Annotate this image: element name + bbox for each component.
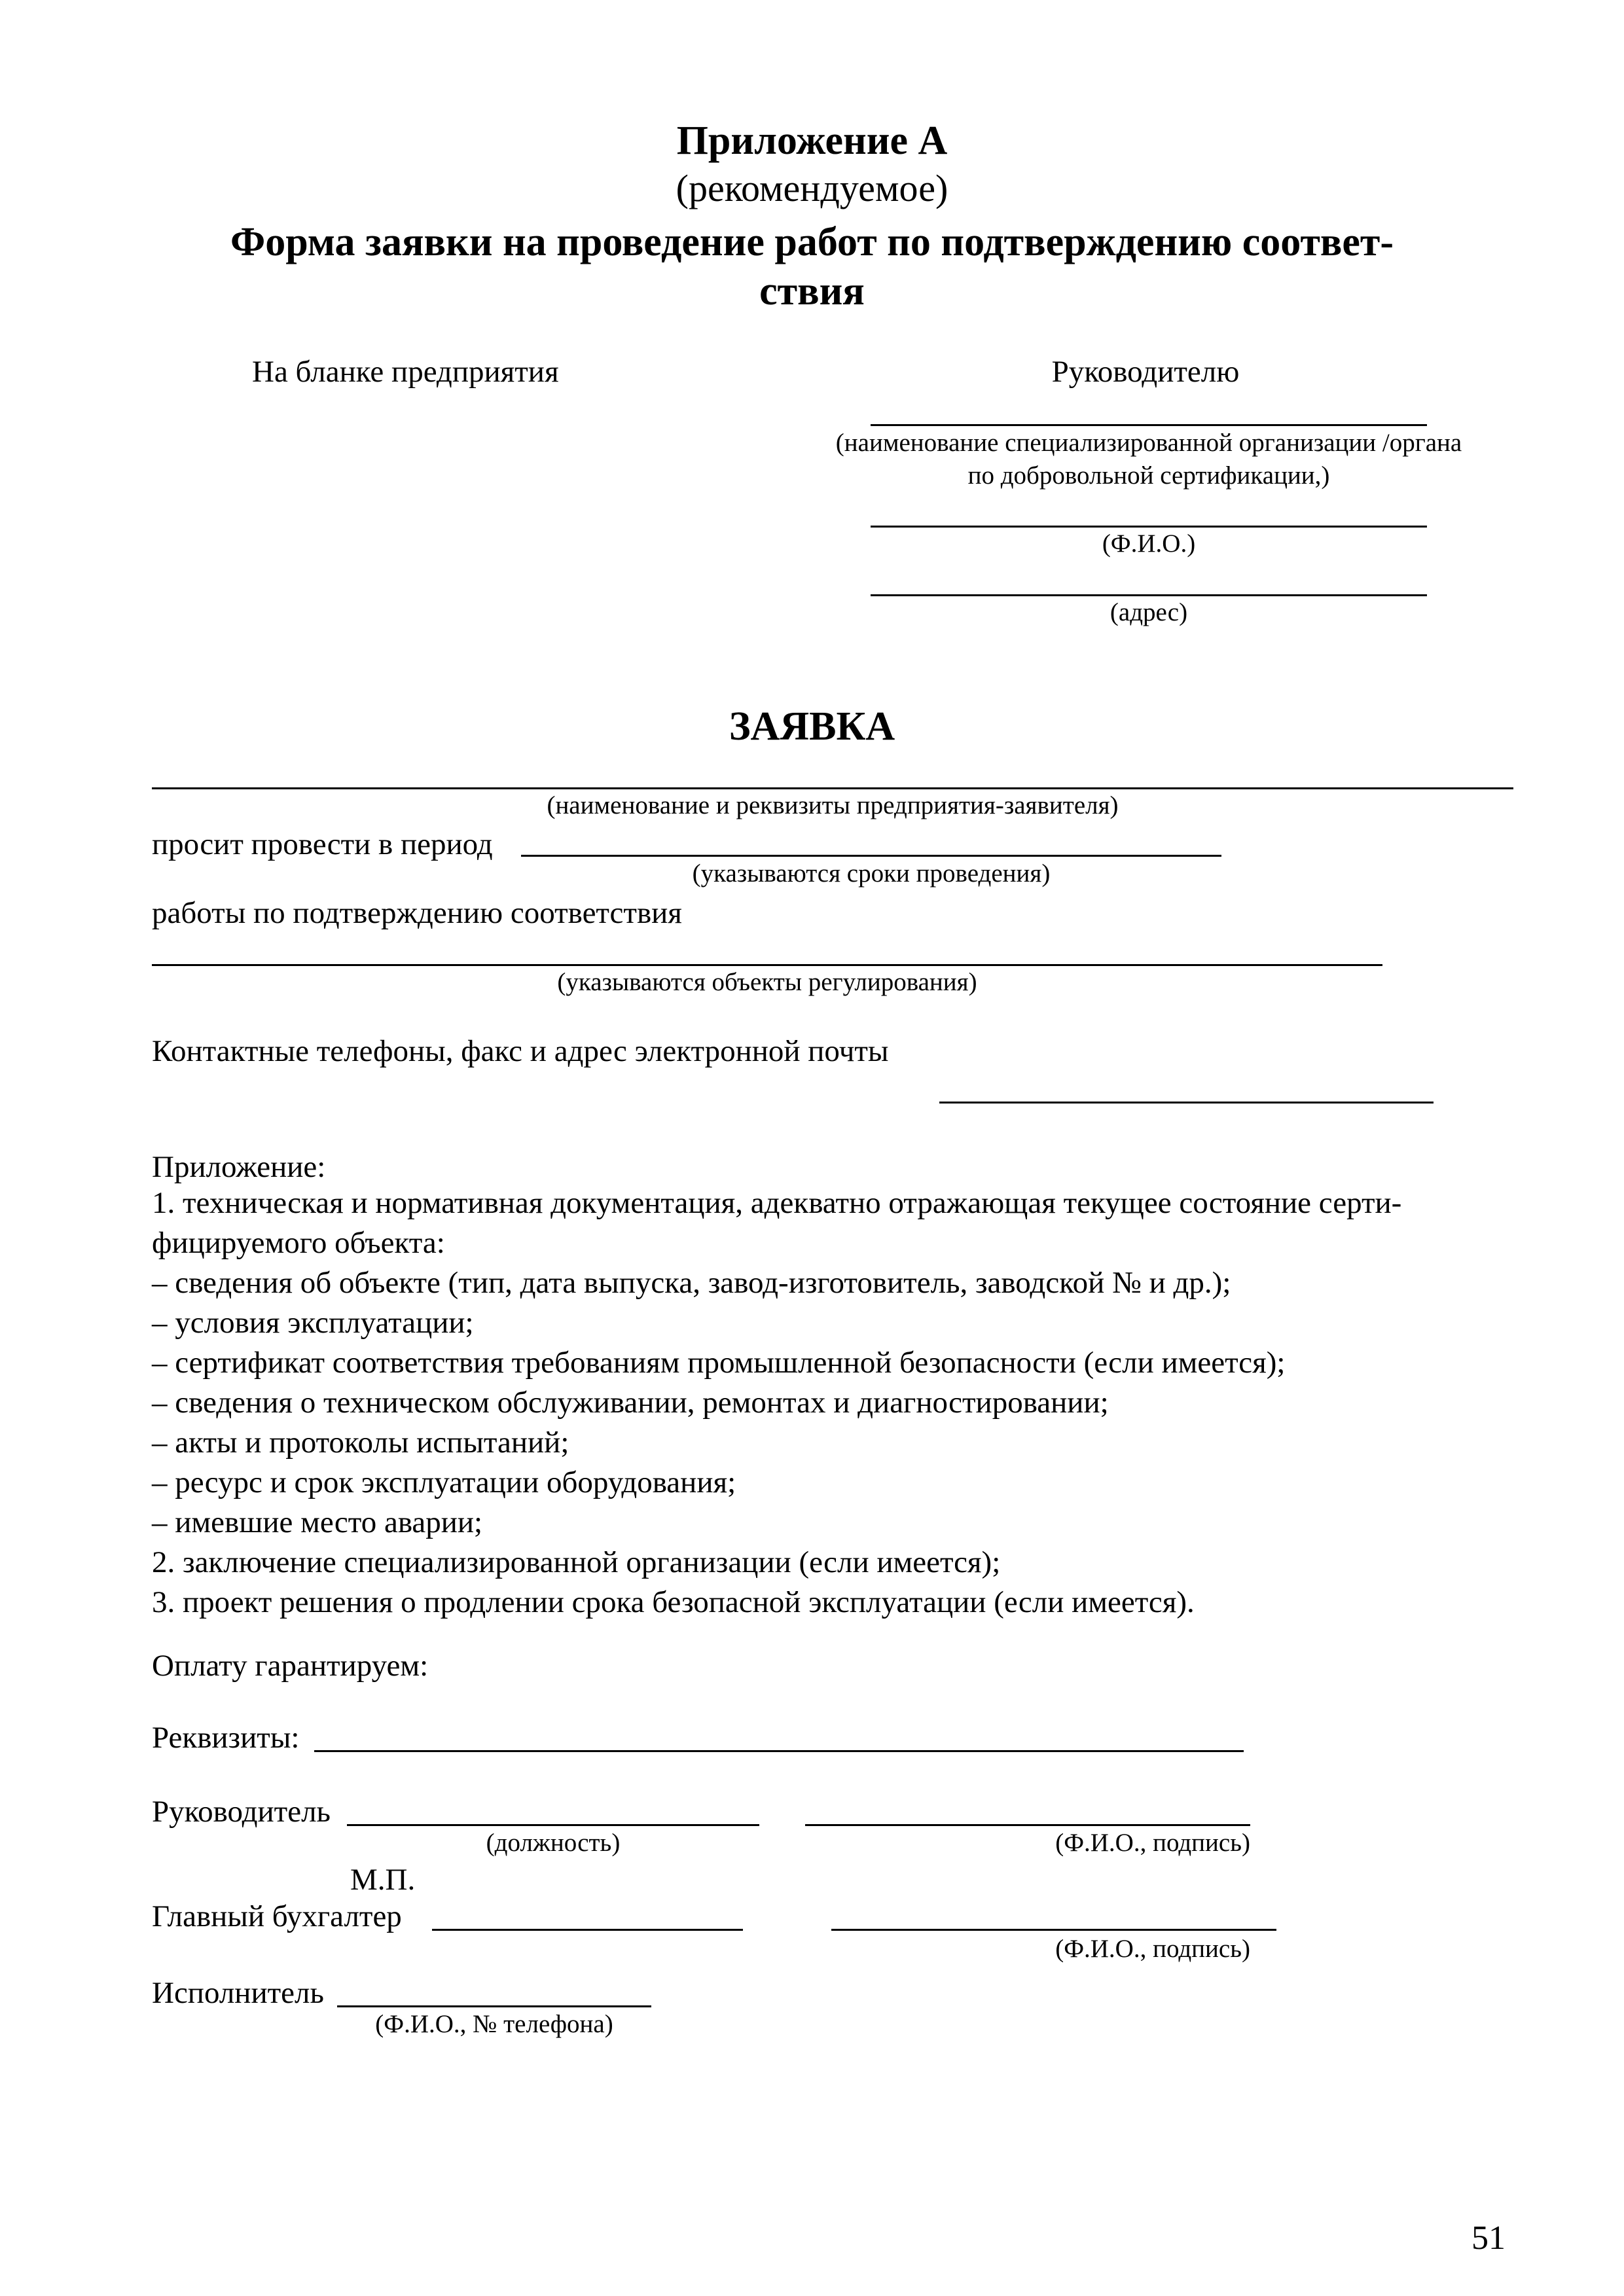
requisites-label: Реквизиты: (152, 1721, 300, 1755)
contacts-label: Контактные телефоны, факс и адрес электронной почты (152, 1034, 889, 1068)
appendix-title: Приложение А (676, 118, 948, 163)
recipient-address-line (871, 594, 1427, 596)
accountant-caption: (Ф.И.О., подпись) (1055, 1935, 1250, 1963)
executor-line (337, 2005, 651, 2007)
executor-caption: (Ф.И.О., № телефона) (375, 2010, 613, 2038)
position-caption: (должность) (486, 1829, 621, 1857)
appendix-note: (рекомендуемое) (676, 167, 948, 209)
works-label: работы по подтверждению соответствия (152, 896, 682, 930)
recipient-org-line (871, 424, 1427, 426)
attachments-list (152, 1183, 1401, 1623)
accountant-position-line (432, 1929, 743, 1931)
list-item: 1. техническая и нормативная документация, адекватно отражающая текущее состояние серти- (152, 1186, 1402, 1220)
requisites-line (314, 1750, 1244, 1752)
form-title-line1: Форма заявки на проведение работ по подтверждению соответ- (230, 220, 1394, 264)
list-item: – сертификат соответствия требованиям промышленной безопасности (если имеется); (152, 1346, 1286, 1380)
list-item: – имевшие место аварии; (152, 1505, 483, 1539)
attachments-heading: Приложение: (152, 1150, 326, 1184)
executor-label: Исполнитель (152, 1976, 324, 2010)
letterhead-recipient: Руководителю (1051, 355, 1240, 389)
objects-caption: (указываются объекты регулирования) (557, 968, 977, 996)
stamp-label: М.П. (350, 1863, 416, 1897)
applicant-line (152, 787, 1513, 789)
list-item: – сведения об объекте (тип, дата выпуска, завод-изготовитель, заводской № и др.); (152, 1266, 1231, 1300)
head-label: Руководитель (152, 1795, 331, 1829)
contacts-line (939, 1102, 1434, 1103)
head-position-line (347, 1824, 759, 1826)
head-signature-caption: (Ф.И.О., подпись) (1055, 1829, 1250, 1857)
accountant-label: Главный бухгалтер (152, 1899, 402, 1933)
list-item: фицируемого объекта: (152, 1226, 445, 1260)
fio-caption: (Ф.И.О.) (1102, 529, 1196, 558)
head-signature-line (805, 1824, 1250, 1826)
org-caption-line1: (наименование специализированной организации /органа (835, 429, 1462, 457)
list-item: 3. проект решения о продлении срока безопасной эксплуатации (если имеется). (152, 1585, 1195, 1619)
period-caption: (указываются сроки проведения) (692, 859, 1051, 888)
list-item: – ресурс и срок эксплуатации оборудования; (152, 1465, 736, 1499)
accountant-signature-line (831, 1929, 1276, 1931)
period-label: просит провести в период (152, 827, 493, 861)
letterhead-left: На бланке предприятия (252, 355, 559, 389)
payment-guarantee: Оплату гарантируем: (152, 1649, 429, 1683)
recipient-fio-line (871, 526, 1427, 528)
page-number: 51 (1471, 2219, 1506, 2257)
list-item: – условия эксплуатации; (152, 1306, 474, 1340)
list-item: 2. заключение специализированной организации (если имеется); (152, 1545, 1001, 1579)
list-item: – сведения о техническом обслуживании, ремонтах и диагностировании; (152, 1386, 1109, 1420)
form-title-line2: ствия (759, 269, 865, 314)
period-line (521, 855, 1221, 857)
applicant-caption: (наименование и реквизиты предприятия-заявителя) (547, 791, 1119, 819)
objects-line (152, 964, 1382, 966)
request-title: ЗАЯВКА (729, 704, 895, 749)
org-caption-line2: по добровольной сертификации,) (967, 461, 1330, 490)
list-item: – акты и протоколы испытаний; (152, 1426, 569, 1460)
address-caption: (адрес) (1110, 598, 1188, 626)
